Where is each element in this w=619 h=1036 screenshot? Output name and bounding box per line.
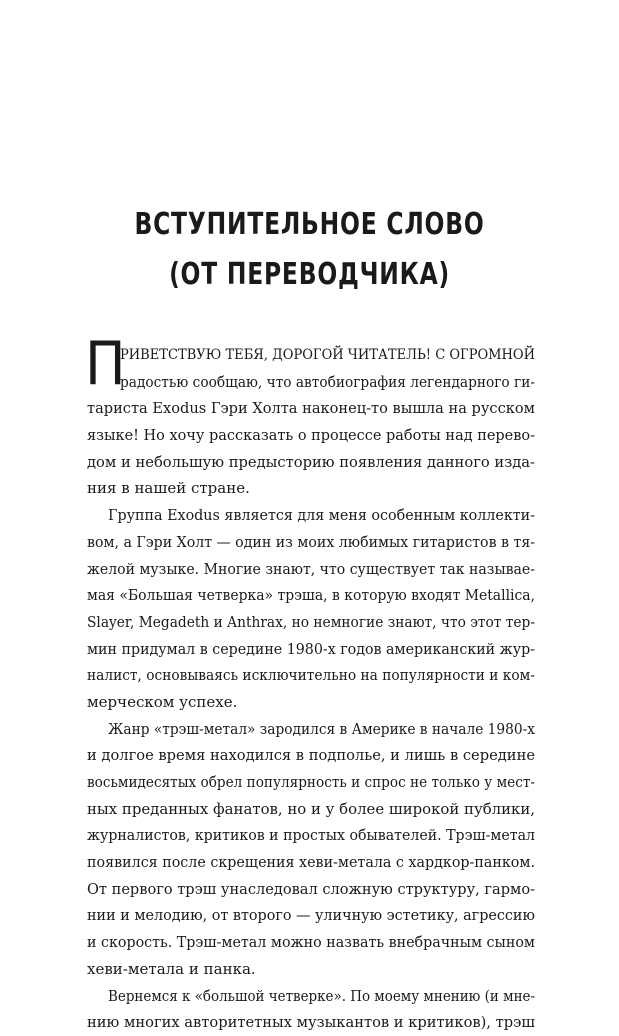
chapter-body — [85, 329, 535, 1036]
text-line: желой музыке. Многие знают, что существует так называе- — [87, 559, 535, 578]
chapter-title-line-2: (ОТ ПЕРЕВОДЧИКА) — [169, 257, 450, 292]
text-line: РИВЕТСТВУЮ ТЕБЯ, ДОРОГОЙ ЧИТАТЕЛЬ! С ОГРОМНОЙ — [120, 347, 535, 363]
text-line: языке! Но хочу рассказать о процессе работы над перево- — [87, 426, 535, 445]
drop-cap: П — [85, 329, 126, 399]
text-line: и скорость. Трэш-метал можно назвать внебрачным сыном — [87, 933, 535, 952]
text-line: нию многих авторитетных музыкантов и критиков), трэш — [87, 1013, 535, 1032]
text-line: Вернемся к «большой четверке». По моему мнению (и мне- — [108, 986, 535, 1005]
text-line: Жанр «трэш-метал» зародился в Америке в начале 1980-х — [108, 719, 535, 738]
text-line: и долгое время находился в подполье, и лишь в середине — [87, 746, 535, 765]
text-line: дом и небольшую предысторию появления данного изда- — [87, 452, 535, 471]
text-line: От первого трэш унаследовал сложную структуру, гармо- — [87, 879, 535, 898]
text-line: журналистов, критиков и простых обывателей. Трэш-метал — [87, 826, 535, 845]
text-line: налист, основываясь исключительно на популярности и ком- — [87, 666, 535, 685]
text-line: тариста Exodus Гэри Холта наконец-то вышла на русском — [87, 399, 535, 418]
text-line: появился после скрещения хеви-метала с хардкор-панком. — [87, 853, 535, 872]
text-line: хеви-метала и панка. — [87, 959, 256, 978]
text-line: вом, а Гэри Холт — один из моих любимых гитаристов в тя- — [87, 532, 535, 551]
text-line: радостью сообщаю, что автобиография легендарного ги- — [120, 372, 535, 391]
text-line: мин придумал в середине 1980-х годов американский жур- — [87, 639, 535, 658]
text-line: ния в нашей стране. — [87, 479, 250, 498]
text-line: нии и мелодию, от второго — уличную эстетику, агрессию — [87, 906, 535, 925]
chapter-title-line-1: ВСТУПИТЕЛЬНОЕ СЛОВО — [134, 207, 485, 242]
text-line: Slayer, Megadeth и Anthrax, но немногие знают, что этот тер- — [87, 612, 535, 631]
text-line: ных преданных фанатов, но и у более широкой публики, — [87, 799, 535, 818]
text-line: восьмидесятых обрел популярность и спрос не только у мест- — [87, 773, 535, 791]
text-line: Группа Exodus является для меня особенным коллекти- — [108, 506, 535, 525]
chapter-title — [68, 200, 551, 300]
text-line: мерческом успехе. — [87, 692, 238, 711]
text-line: мая «Большая четверка» трэша, в которую входят Metallica, — [87, 586, 535, 605]
